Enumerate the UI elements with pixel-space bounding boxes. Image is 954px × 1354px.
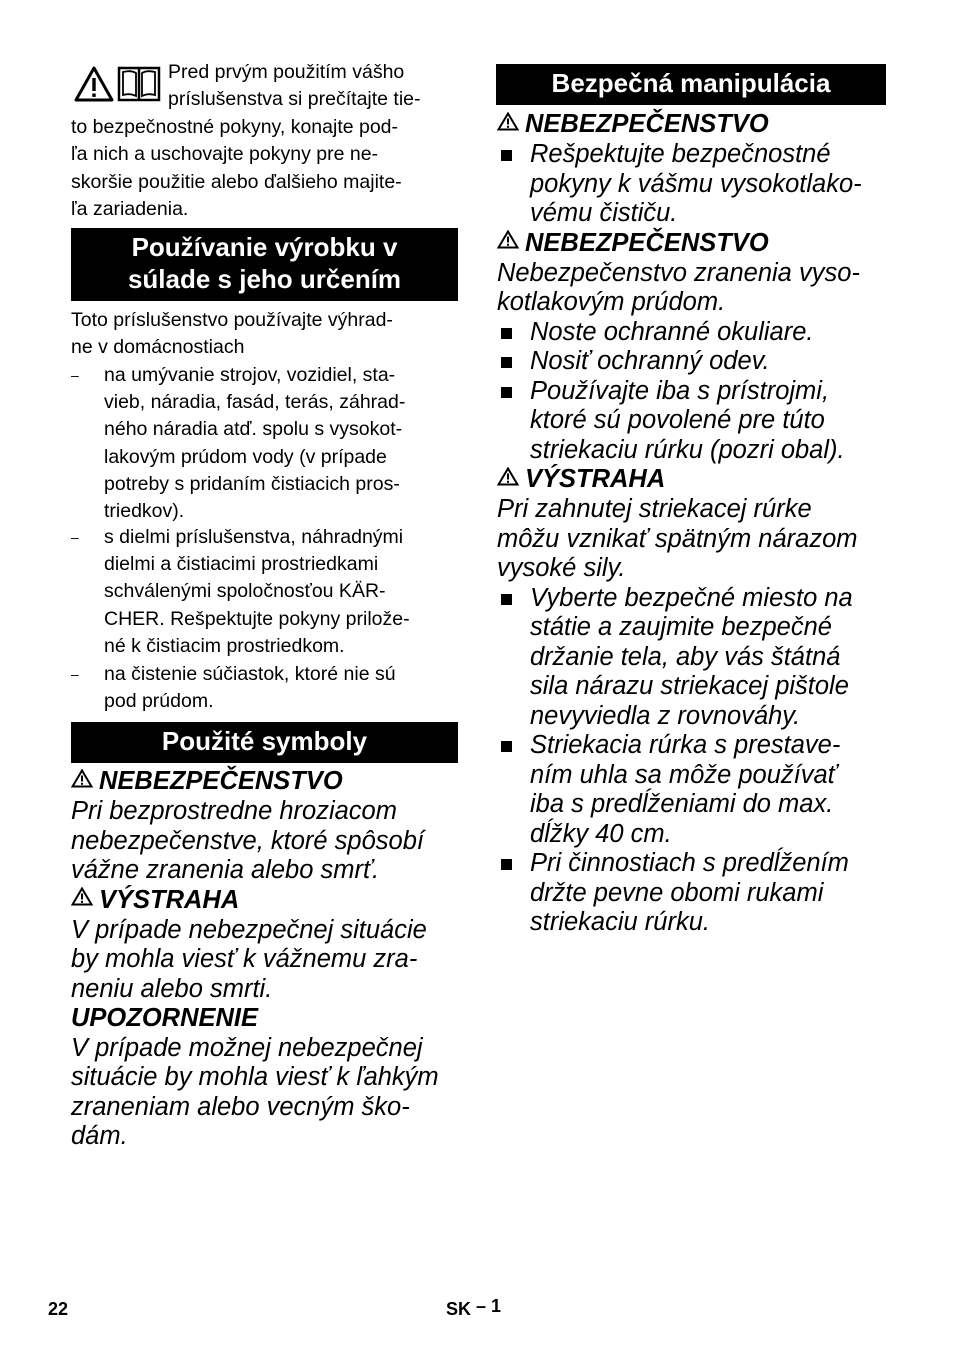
text-line: vážne zranenia alebo smrť. (71, 856, 380, 885)
section-heading-symbols (71, 722, 458, 763)
warning-label: VÝSTRAHA (525, 465, 666, 494)
warning-signal (71, 886, 466, 916)
text-line: Nosiť ochranný odev. (530, 347, 770, 376)
list-item-line: vieb, náradia, fasád, terás, záhrad- (104, 391, 406, 414)
list-item-line: pod prúdom. (104, 690, 214, 713)
text-line: V prípade nebezpečnej situácie (71, 915, 427, 944)
text-line: vysoké sily. (497, 554, 626, 583)
text-line: nevyviedla z rovnováhy. (530, 701, 801, 730)
square-bullet (501, 357, 512, 368)
text-line: Pri bezprostredne hroziacom (71, 797, 397, 826)
bullet-item (497, 347, 897, 377)
list-item-line: ného náradia atď. spolu s vysokot- (104, 418, 403, 441)
square-bullet (501, 150, 512, 161)
bullet-item (497, 849, 897, 938)
list-item-line: lakovým prúdom vody (v prípade (104, 445, 387, 468)
intended-use-lead (71, 307, 461, 362)
text-line: státie a zaujmite bezpečné (530, 613, 832, 642)
heading-line: súlade s jeho určením (127, 264, 402, 294)
square-bullet (501, 328, 512, 339)
bullet-item (497, 318, 897, 348)
danger-signal (497, 229, 897, 259)
list-item-line: né k čistiacim prostriedkom. (104, 634, 345, 657)
safe-handling-body (497, 110, 897, 938)
bullet-item (497, 140, 897, 229)
danger-signal (71, 767, 466, 797)
dash-bullet: – (71, 666, 79, 682)
text-line: nebezpečenstve, ktoré spôsobí (71, 826, 424, 855)
list-item-line: schválenými spoločnosťou KÄR- (104, 580, 386, 603)
text-line: dĺžky 40 cm. (530, 819, 672, 848)
list-item-line: potreby s pridaním čistiacich pros- (104, 472, 400, 495)
danger-signal (497, 110, 897, 140)
intro-line: to bezpečnostné pokyny, konajte pod- (71, 115, 399, 138)
text-line: Používajte iba s prístrojmi, (530, 376, 830, 405)
sub-page-number: – 1 (476, 1296, 502, 1316)
danger-label: NEBEZPEČENSTVO (525, 110, 769, 138)
intro-line: Pred prvým použitím vášho (168, 61, 405, 83)
language-code: SK (446, 1299, 472, 1319)
warning-triangle-icon (497, 464, 519, 494)
dash-bullet: – (71, 367, 79, 383)
warning-label: VÝSTRAHA (99, 885, 240, 914)
danger-description (71, 797, 466, 886)
danger-label: NEBEZPEČENSTVO (525, 228, 769, 257)
dash-bullet: – (71, 529, 79, 545)
text-line: Pri zahnutej striekacej rúrke (497, 495, 812, 524)
text-line: striekaciu rúrku. (530, 908, 710, 937)
caution-signal (71, 1004, 466, 1034)
text-line: Noste ochranné okuliare. (530, 317, 814, 346)
text-line: dám. (71, 1122, 128, 1151)
intro-line: skoršie použitie alebo ďalšieho majite- (71, 170, 402, 193)
intro-line: ľa nich a uschovajte pokyny pre ne- (71, 143, 379, 166)
lead-line: ne v domácnostiach (71, 336, 245, 359)
text-line: držte pevne obomi rukami (530, 878, 824, 907)
square-bullet (501, 741, 512, 752)
list-item-line: na umývanie strojov, vozidiel, sta- (104, 364, 396, 386)
warning-description (497, 495, 897, 584)
square-bullet (501, 387, 512, 398)
list-item-line: dielmi a čistiacimi prostriedkami (104, 553, 379, 576)
text-line: vému čističu. (530, 199, 678, 228)
warning-triangle-icon (71, 884, 93, 914)
text-line: iba s predĺženiami do max. (530, 790, 834, 819)
text-line: kotlakovým prúdom. (497, 288, 726, 317)
text-line: sila nárazu striekacej pištole (530, 672, 849, 701)
bullet-item (497, 731, 897, 849)
caution-description (71, 1034, 466, 1152)
list-item-line: s dielmi príslušenstva, náhradnými (104, 526, 404, 548)
footer-section-label (446, 1296, 501, 1317)
text-line: striekaciu rúrku (pozri obal). (530, 435, 845, 464)
page-number: 22 (48, 1299, 69, 1319)
text-line: ním uhla sa môže používať (530, 760, 837, 789)
intro-text (71, 59, 461, 223)
text-line: V prípade možnej nebezpečnej (71, 1033, 423, 1062)
heading-line: Používanie výrobku v (131, 232, 398, 262)
text-line: Striekacia rúrka s prestave- (530, 731, 841, 760)
danger-label: NEBEZPEČENSTVO (99, 767, 343, 795)
list-item-line: na čistenie súčiastok, ktoré nie sú (104, 663, 396, 685)
text-line: ktoré sú povolené pre túto (530, 406, 825, 435)
text-line: by mohla viesť k vážnemu zra- (71, 945, 418, 974)
square-bullet (501, 594, 512, 605)
bullet-item (497, 584, 897, 732)
intro-line: príslušenstva si prečítajte tie- (168, 88, 421, 111)
warning-triangle-icon (497, 227, 519, 257)
text-line: Pri činnostiach s predĺžením (530, 849, 849, 878)
text-line: neniu alebo smrti. (71, 974, 273, 1003)
warning-signal (497, 465, 897, 495)
warning-description (71, 916, 466, 1005)
heading-text: Použité symboly (161, 726, 368, 756)
text-line: Rešpektujte bezpečnostné (530, 140, 831, 169)
section-heading-intended-use (71, 228, 458, 301)
text-line: zraneniam alebo vecným ško- (71, 1092, 410, 1121)
text-line: situácie by mohla viesť k ľahkým (71, 1063, 439, 1092)
warning-triangle-icon (71, 766, 93, 796)
caution-label: UPOZORNENIE (71, 1004, 259, 1033)
text-line: pokyny k vášmu vysokotlako- (530, 169, 862, 198)
danger-description (497, 259, 897, 318)
symbols-body (71, 767, 466, 1152)
heading-text: Bezpečná manipulácia (551, 68, 831, 98)
section-heading-safe-handling (496, 64, 886, 105)
lead-line: Toto príslušenstvo používajte výhrad- (71, 309, 393, 331)
square-bullet (501, 859, 512, 870)
text-line: Nebezpečenstvo zranenia vyso- (497, 258, 860, 287)
text-line: Vyberte bezpečné miesto na (530, 583, 853, 612)
text-line: môžu vznikať spätným nárazom (497, 524, 858, 553)
list-item-line: triedkov). (104, 500, 185, 523)
bullet-item (497, 377, 897, 466)
text-line: držanie tela, aby vás štátná (530, 642, 841, 671)
warning-triangle-icon (497, 109, 519, 139)
list-item-line: CHER. Rešpektujte pokyny prilože- (104, 607, 410, 630)
intro-line: ľa zariadenia. (71, 198, 189, 221)
